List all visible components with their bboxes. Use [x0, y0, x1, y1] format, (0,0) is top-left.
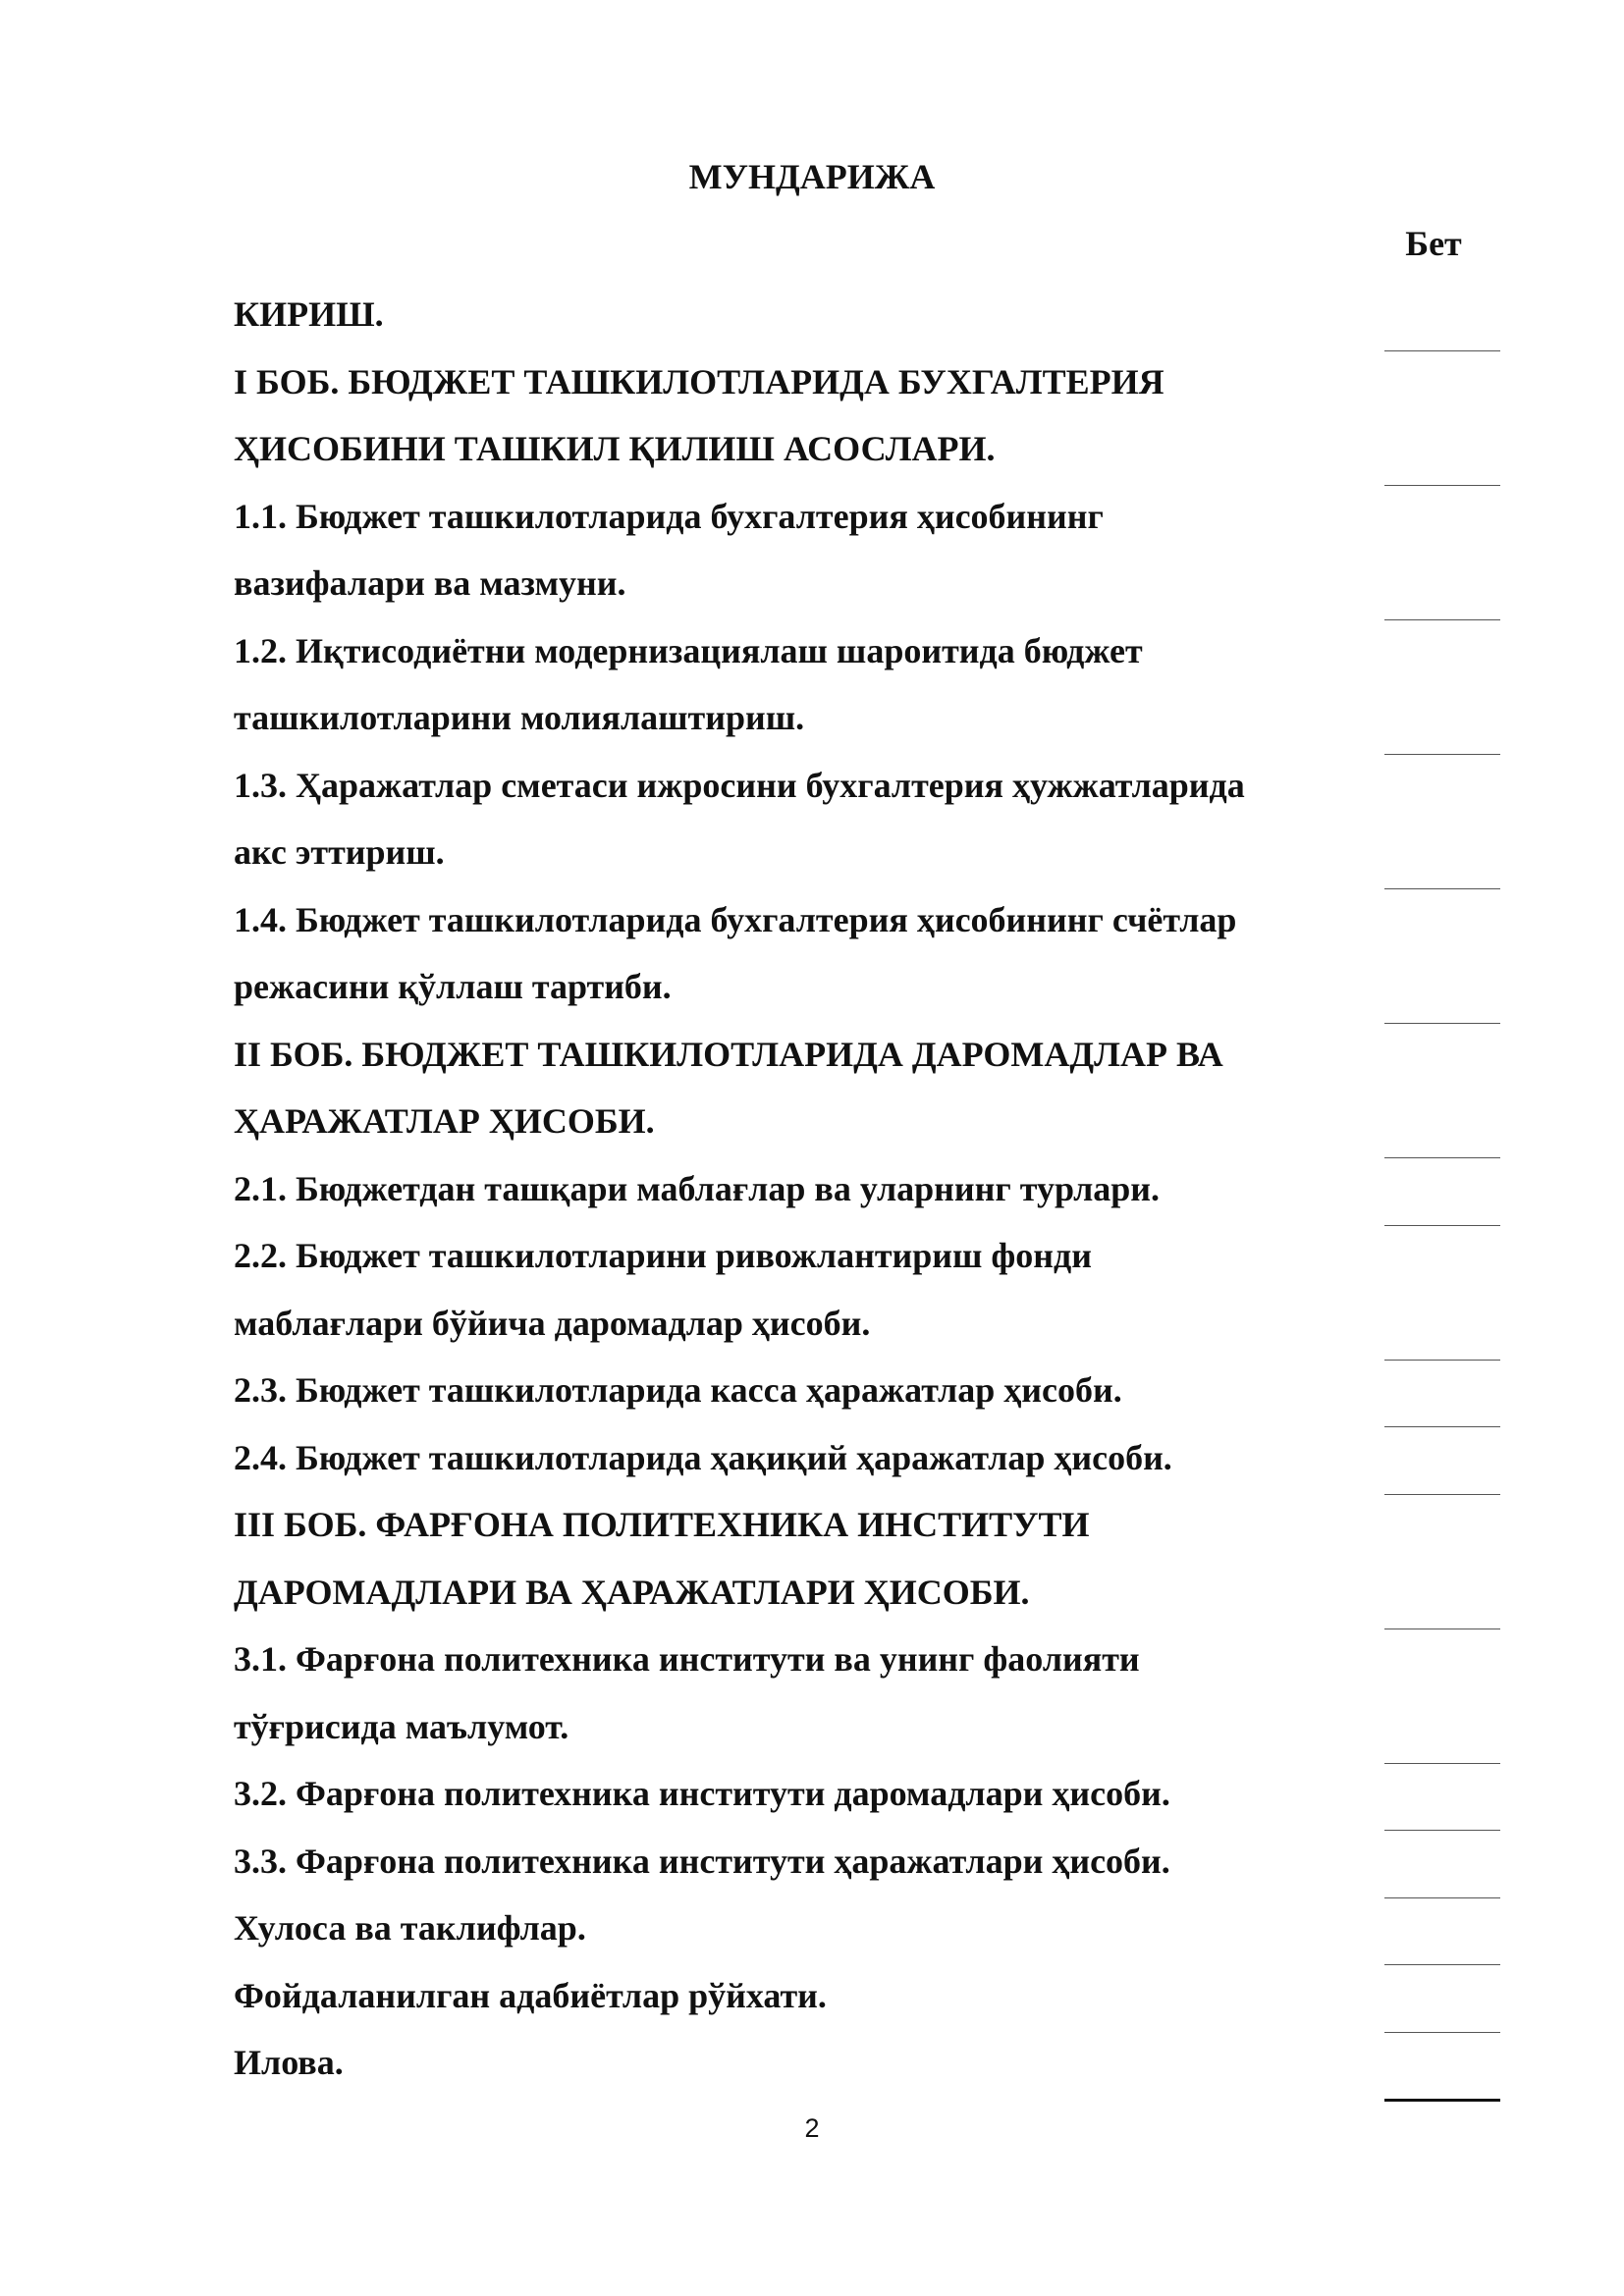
toc-entry-line: 3.3. Фарғона политехника институти ҳаражатлари ҳисоби. [234, 1841, 1170, 1881]
toc-entry-line: вазифалари ва мазмуни. [234, 563, 626, 603]
page-number-blank-line [1384, 1494, 1500, 1495]
page-number-blank-line [1384, 1426, 1500, 1427]
page-number-blank-line [1384, 1964, 1500, 1965]
toc-entry-line: Илова. [234, 2043, 344, 2082]
page-number: 2 [804, 2113, 820, 2143]
page-column-label: Бет [1405, 224, 1462, 263]
toc-entry-line: 1.1. Бюджет ташкилотларида бухгалтерия ҳисобининг [234, 496, 1104, 536]
page-number-blank-line [1384, 485, 1500, 486]
toc-entry-line: 1.2. Иқтисодиётни модернизациялаш шароитида бюджет [234, 630, 1143, 670]
toc-entry-line: режасини қўллаш тартиби. [234, 967, 672, 1006]
toc-entry-line: 2.1. Бюджетдан ташқари маблағлар ва уларнинг турлари. [234, 1168, 1161, 1208]
toc-entry-line: Хулоса ва таклифлар. [234, 1908, 586, 1948]
toc-entry-line: II БОБ. БЮДЖЕТ ТАШКИЛОТЛАРИДА ДАРОМАДЛАР ВА [234, 1034, 1223, 1074]
page-number-blank-line [1384, 1157, 1500, 1158]
toc-entry-line: 2.3. Бюджет ташкилотларида касса ҳаражатлар ҳисоби. [234, 1370, 1122, 1410]
toc-entry-line: Фойдаланилган адабиётлар рўйхати. [234, 1975, 827, 2015]
toc-entry-line: 2.2. Бюджет ташкилотларини ривожлантириш фонди [234, 1236, 1093, 1275]
toc-entry-line: 1.4. Бюджет ташкилотларида бухгалтерия ҳисобининг счётлар [234, 899, 1237, 939]
page-number-blank-line [1384, 1897, 1500, 1898]
page-number-blank-line [1384, 1360, 1500, 1361]
toc-entry-line: КИРИШ. [234, 294, 384, 334]
toc-entry-line: 1.3. Ҳаражатлар сметаси ижросини бухгалтерия ҳужжатларида [234, 765, 1245, 805]
page-number-blank-line [1384, 350, 1500, 351]
toc-entry-line: ҲАРАЖАТЛАР ҲИСОБИ. [234, 1101, 655, 1141]
page-title: МУНДАРИЖА [688, 157, 936, 196]
page-number-blank-line [1384, 1023, 1500, 1024]
toc-entry-line: акс эттириш. [234, 832, 445, 872]
toc-entry-line: III БОБ. ФАРҒОНА ПОЛИТЕХНИКА ИНСТИТУТИ [234, 1505, 1090, 1544]
toc-entry-line: 3.2. Фарғона политехника институти даромадлари ҳисоби. [234, 1774, 1170, 1813]
page-number-blank-line [1384, 888, 1500, 889]
toc-entry-line: 3.1. Фарғона политехника институти ва унинг фаолияти [234, 1639, 1140, 1679]
toc-entry-line: 2.4. Бюджет ташкилотларида ҳақиқий ҳаражатлар ҳисоби. [234, 1437, 1172, 1477]
page-number-blank-line [1384, 619, 1500, 620]
toc-entry-line: I БОБ. БЮДЖЕТ ТАШКИЛОТЛАРИДА БУХГАЛТЕРИЯ [234, 361, 1164, 401]
page-number-blank-line [1384, 1225, 1500, 1226]
toc-entry-line: маблағлари бўйича даромадлар ҳисоби. [234, 1303, 871, 1343]
page-number-blank-line [1384, 2099, 1500, 2102]
page-number-blank-line [1384, 1763, 1500, 1764]
toc-entry-line: ДАРОМАДЛАРИ ВА ҲАРАЖАТЛАРИ ҲИСОБИ. [234, 1572, 1030, 1612]
page-number-blank-line [1384, 1830, 1500, 1831]
page-number-blank-line [1384, 754, 1500, 755]
toc-entry-line: тўғрисида маълумот. [234, 1706, 569, 1746]
toc-entry-line: ташкилотларини молиялаштириш. [234, 698, 805, 737]
toc-entry-line: ҲИСОБИНИ ТАШКИЛ ҚИЛИШ АСОСЛАРИ. [234, 429, 996, 468]
page-number-blank-line [1384, 2032, 1500, 2033]
